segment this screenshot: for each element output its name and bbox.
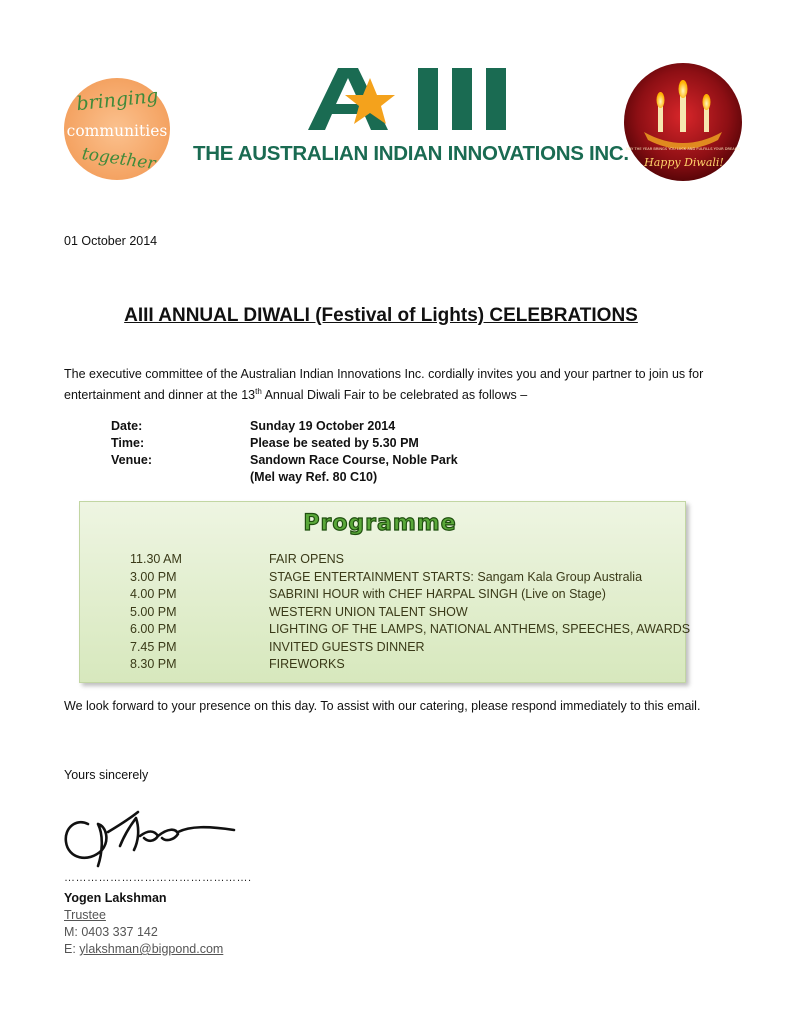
closing-paragraph: We look forward to your presence on this day. To assist with our catering, please respond immediately to this email.	[64, 699, 701, 713]
signature-line: ………………………………………….	[64, 872, 252, 884]
programme-title: Programme	[303, 511, 457, 536]
signer-email-prefix: E:	[64, 942, 80, 956]
detail-label: Date:	[111, 419, 143, 433]
programme-time: 3.00 PM	[130, 569, 177, 584]
intro-text-2: Annual Diwali Fair to be celebrated as follows –	[261, 388, 528, 403]
logo-left-line-3: together	[80, 143, 157, 175]
programme-box	[79, 501, 691, 683]
programme-event: SABRINI HOUR with CHEF HARPAL SINGH (Live on Stage)	[269, 587, 606, 601]
letter-date: 01 October 2014	[64, 234, 158, 248]
logo-left-line-2: communities	[66, 122, 168, 140]
programme-event: LIGHTING OF THE LAMPS, NATIONAL ANTHEMS, SPEECHES, AWARDS	[269, 622, 691, 636]
logo-mark-text: AIII	[190, 64, 192, 65]
letter-title: AIII ANNUAL DIWALI (Festival of Lights) CELEBRATIONS	[124, 305, 638, 326]
programme-title-wrap	[80, 504, 685, 538]
programme-time: 7.45 PM	[130, 639, 177, 654]
aiii-logo	[190, 64, 629, 172]
signer-block	[64, 890, 223, 958]
detail-value: Please be seated by 5.30 PM	[250, 436, 419, 450]
happy-diwali-badge	[622, 62, 744, 182]
detail-label: Time:	[111, 436, 145, 450]
programme-event: STAGE ENTERTAINMENT STARTS: Sangam Kala Group Australia	[269, 569, 643, 584]
handwritten-signature	[58, 806, 244, 878]
organisation-name: THE AUSTRALIAN INDIAN INNOVATIONS INC.	[193, 142, 629, 165]
programme-event: FIREWORKS	[269, 657, 345, 671]
detail-value: (Mel way Ref. 80 C10)	[250, 470, 378, 484]
intro-superscript: th	[255, 387, 262, 396]
detail-value: Sunday 19 October 2014	[250, 419, 396, 433]
signer-email-row	[64, 941, 223, 958]
signer-role: Trustee	[64, 908, 106, 922]
programme-event: INVITED GUESTS DINNER	[269, 639, 425, 654]
signer-mobile: M: 0403 337 142	[64, 925, 158, 939]
intro-text-1: The executive committee of the Australian Indian Innovations Inc. cordially invites you and your partner to join us for entertainment and dinner at the 13	[64, 367, 704, 403]
signer-name: Yogen Lakshman	[64, 891, 167, 905]
signer-email-link[interactable]: ylakshman@bigpond.com	[79, 942, 224, 956]
programme-time: 11.30 AM	[130, 552, 182, 566]
detail-value: Sandown Race Course, Noble Park	[250, 453, 458, 467]
happy-diwali-text: Happy Diwali!	[644, 156, 724, 169]
logo-left-line-1: bringing	[75, 84, 160, 116]
programme-event: FAIR OPENS	[269, 552, 345, 566]
programme-time: 4.00 PM	[130, 587, 177, 601]
programme-time: 8.30 PM	[130, 657, 177, 671]
programme-time: 6.00 PM	[130, 622, 177, 636]
programme-event: WESTERN UNION TALENT SHOW	[269, 604, 468, 619]
badge-small-text: MAY THE YEAR BRINGS YOU LUCK AND FULFILLS YOUR DREAMS	[625, 147, 741, 151]
intro-paragraph	[64, 366, 704, 404]
programme-time: 5.00 PM	[130, 604, 177, 619]
signoff: Yours sincerely	[64, 768, 149, 782]
bringing-communities-together-logo	[62, 76, 172, 182]
detail-label: Venue:	[111, 453, 152, 467]
